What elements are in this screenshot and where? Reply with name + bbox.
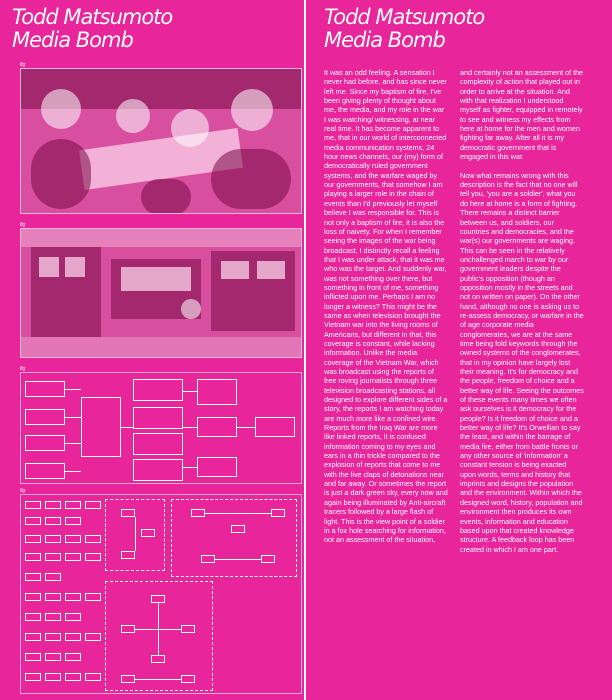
fig-label-3: fig <box>20 366 26 372</box>
left-title-line2: Media Bomb <box>12 28 133 52</box>
figure-block-diagram <box>20 372 302 484</box>
fig-label-1: fig <box>20 62 26 68</box>
left-page <box>0 0 304 700</box>
right-title-line1: Todd Matsumoto <box>324 5 485 29</box>
left-title-line1: Todd Matsumoto <box>12 5 173 29</box>
figure-flow-chart <box>20 494 302 694</box>
figure-soldiers-photo <box>20 68 302 214</box>
text-column-1 <box>324 68 448 554</box>
left-page-title <box>12 6 172 52</box>
page-gutter <box>304 0 306 700</box>
right-page <box>308 0 612 700</box>
right-title-line2: Media Bomb <box>324 28 445 52</box>
figure-control-room-photo <box>20 228 302 358</box>
fig-label-4: fig <box>20 488 26 494</box>
column2-paragraph-2: Now what remains wrong with this description is the fact that no one will tell you, 'you are a soldier', what you do here at home is a form of fighting. There remains a distinct barrier between us, and soldiers, our countries and democracies, and the war(s) our governments are waging. This can be seen in the relatively unchallenged march to war by our government leaders despite the public's opposition (though an opposition mostly in the streets and not on written on paper). On the other hand, although no one is asking us to re-assess democracy, or warfare in the of age corporate media conglomerates, we are at the same time being fold keywords through the owned systems of the conglomerates, that in my opinion have largely lost their meaning. It's for democracy and the people, freedom of choice and a better way of life. Seeing the outcomes of these events many times we often ask ourselves is it democracy for the people? Is it freedom of choice and a better way of life? It's Orwellian to say the least, and within the barrage of media fire, either from battle fronts or any other source of 'information' a constant tension is being exacted upon words, terms and history that imprints and designs the population and the environment. Within which the designed word, history, population and environment then produces its own events, information and education based upon that created knowledge structure. A feedback loop has been created in which I am one part. <box>460 170 584 554</box>
column1-paragraph: It was an odd feeling. A sensation I never had before, and has since never left me. Since my baptism of fire, I've been giving plenty of thought about me, the media, and my role in the war I was watching/ witnessing, at near real time. It has become apparent to me, that in our world of interconnected media communication systems, 24 hour news channels, our (my) form of democratically ruled government systems, and the warfare waged by our governments, that somehow I am playing a larger role in the chain of events than I'd previously let myself believe I was responsible for. This is not only a baptism of fire, it is also the loss of naivety. For when I remember seeing the images of the war being broadcast, I distinctly recall a feeling that I was under attack, that it was me who was the target. And suddenly war, was not something over there, but something in front of me, something inflicted upon me. Perhaps I am no longer a witness? This might be the same as when television brought the Vietnam war into the living rooms of Americans, but different in that, this coverage is constant, while lacking information. Unlike the media coverage of the Vietnam War, which was broadcast using the reports of free roving journalists through three television broadcasting stations, all designed to explore different sides of a story, the reports I am watching today are much more like a confined wire. Reports from the Iraq War are more like linked reports, it is confused information coming to my eyes and ears in a thin trickle compared to the explosion of reports that come to me with the live claps of detonations near and far away. Or sometimes the report is just a dark green sky, every now and again being illuminated by Anti-aircraft tracers followed by a large flash of light. This is the view point of a soldier in a fox hole searching for information, not an assessment of the situation, <box>324 68 448 545</box>
right-page-title <box>324 6 484 52</box>
column2-paragraph-1: and certainly not an assessment of the complexity of action that played out in order to arrive at the situation. And with that realization I understood myself as fighter, equipped in remotely to see and witness my effects from here at home for the men and women fighting far away. After all it is my democratic government that is engaged in this war. <box>460 68 584 162</box>
text-column-2 <box>460 68 584 563</box>
fig-label-2: fig <box>20 222 26 228</box>
